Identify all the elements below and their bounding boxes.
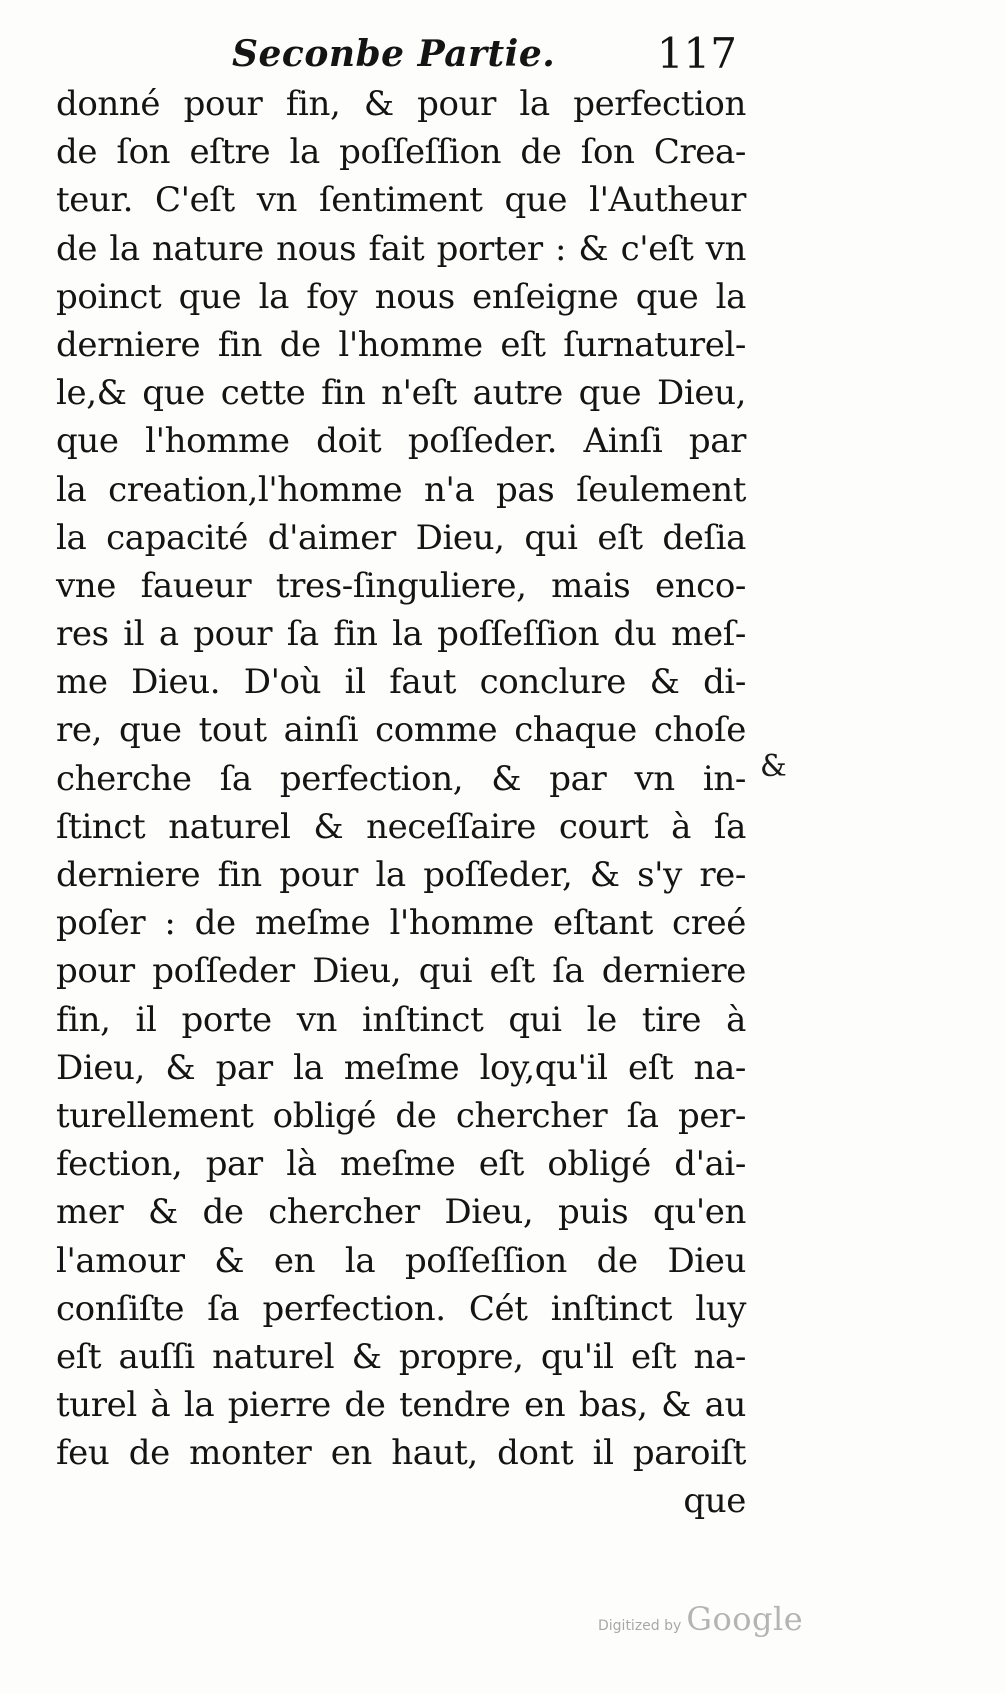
- running-title: Seconbe Partie.: [232, 33, 556, 75]
- text-line-4: de la nature nous fait porter : & c'eſt vn: [56, 228, 746, 269]
- text-line-7: le,& que cette fin n'eſt autre que Dieu,: [56, 373, 746, 414]
- margin-note: &: [760, 749, 787, 784]
- text-line-12: res il a pour ſa fin la poſſeſſion du meſ-: [56, 614, 746, 655]
- text-line-20: fin, il porte vn inſtinct qui le tire à: [56, 999, 746, 1040]
- text-line-14: re, que tout ainſi comme chaque choſe: [56, 710, 746, 751]
- text-line-8: que l'homme doit poſſeder. Ainſi par: [56, 421, 746, 462]
- text-line-22: turellement obligé de chercher ſa per-: [56, 1095, 746, 1136]
- text-line-15: cherche ſa perfection, & par vn in-: [56, 758, 746, 799]
- text-line-21: Dieu, & par la meſme loy,qu'il eſt na-: [56, 1047, 746, 1088]
- text-line-23: fection, par là meſme eſt obligé d'ai-: [56, 1144, 746, 1185]
- text-line-27: eſt auſſi naturel & propre, qu'il eſt na-: [56, 1336, 746, 1377]
- google-logo: Google: [686, 1600, 804, 1638]
- digitized-watermark: [598, 1600, 803, 1650]
- running-head: [232, 28, 737, 84]
- text-line-16: ſtinct naturel & neceſſaire court à ſa: [56, 806, 746, 847]
- text-line-9: la creation,l'homme n'a pas ſeulement: [56, 469, 746, 510]
- text-line-10: la capacité d'aimer Dieu, qui eſt deſia: [56, 517, 746, 558]
- text-line-24: mer & de chercher Dieu, puis qu'en: [56, 1192, 746, 1233]
- text-line-17: derniere fin pour la poſſeder, & s'y re-: [56, 855, 746, 895]
- text-line-29: feu de monter en haut, dont il paroiſt: [56, 1433, 746, 1474]
- watermark-prefix: Digitized by: [598, 1618, 682, 1634]
- catchword: que: [683, 1481, 746, 1522]
- body-text: [56, 80, 746, 1526]
- text-line-26: conſiſte ſa perfection. Cét inſtinct luy: [56, 1288, 746, 1329]
- text-line-13: me Dieu. D'où il faut conclure & di-: [56, 662, 746, 703]
- text-line-18: poſer : de meſme l'homme eſtant creé: [56, 903, 746, 944]
- text-line-1: donné pour fin, & pour la perfection: [56, 84, 746, 124]
- text-line-6: derniere fin de l'homme eſt ſurnaturel-: [56, 324, 746, 365]
- text-line-25: l'amour & en la poſſeſſion de Dieu: [56, 1240, 746, 1281]
- text-line-2: de ſon eſtre la poſſeſſion de ſon Crea-: [56, 132, 746, 173]
- text-line-28: turel à la pierre de tendre en bas, & au: [56, 1385, 746, 1426]
- text-line-5: poinct que la foy nous enſeigne que la: [56, 276, 746, 317]
- text-line-11: vne faueur tres-ſinguliere, mais enco-: [56, 565, 746, 606]
- text-line-3: teur. C'eſt vn ſentiment que l'Autheur: [56, 180, 746, 221]
- page-number: 117: [656, 29, 737, 78]
- text-line-19: pour poſſeder Dieu, qui eſt ſa derniere: [56, 951, 746, 992]
